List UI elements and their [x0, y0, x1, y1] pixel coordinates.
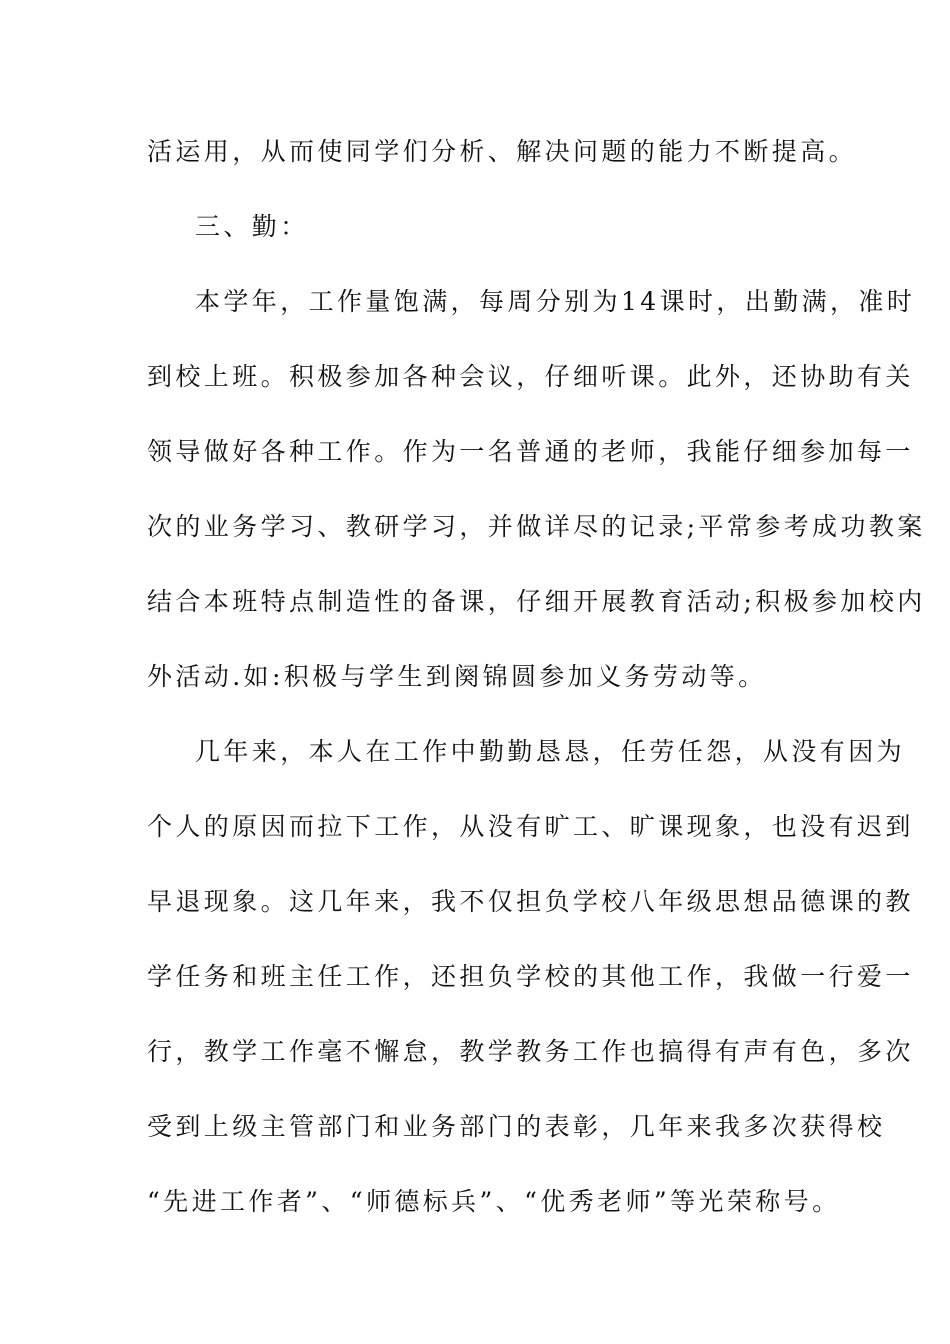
text-line: 到校上班。积极参加各种会议，仔细听课。此外，还协助有关 — [147, 362, 914, 391]
text-line: 结合本班特点制造性的备课，仔细开展教育活动;积极参加校内 — [147, 587, 926, 616]
text-line: “先进工作者”、“师德标兵”、“优秀老师”等光荣称号。 — [147, 1187, 841, 1216]
text-line: 几年来，本人在工作中勤勤恳恳，任劳任怨，从没有因为 — [195, 737, 906, 766]
text-line: 早退现象。这几年来，我不仅担负学校八年级思想品德课的教 — [147, 887, 914, 916]
text-line: 受到上级主管部门和业务部门的表彰，几年来我多次获得校 — [147, 1112, 886, 1141]
text-line: 领导做好各种工作。作为一名普通的老师，我能仔细参加每一 — [147, 437, 914, 466]
text-line: 外活动.如:积极与学生到阕锦圆参加义务劳动等。 — [147, 662, 767, 691]
section-heading: 三、勤： — [195, 212, 309, 241]
text-line: 行，教学工作毫不懈怠，教学教务工作也搞得有声有色，多次 — [147, 1037, 914, 1066]
text-line: 次的业务学习、教研学习，并做详尽的记录;平常参考成功教案 — [147, 512, 926, 541]
text-line: 个人的原因而拉下工作，从没有旷工、旷课现象，也没有迟到 — [147, 812, 914, 841]
text-line: 本学年，工作量饱满，每周分别为14课时，出勤满，准时 — [195, 287, 916, 316]
text-line: 活运用，从而使同学们分析、解决问题的能力不断提高。 — [147, 137, 858, 166]
text-line: 学任务和班主任工作，还担负学校的其他工作，我做一行爱一 — [147, 962, 914, 991]
